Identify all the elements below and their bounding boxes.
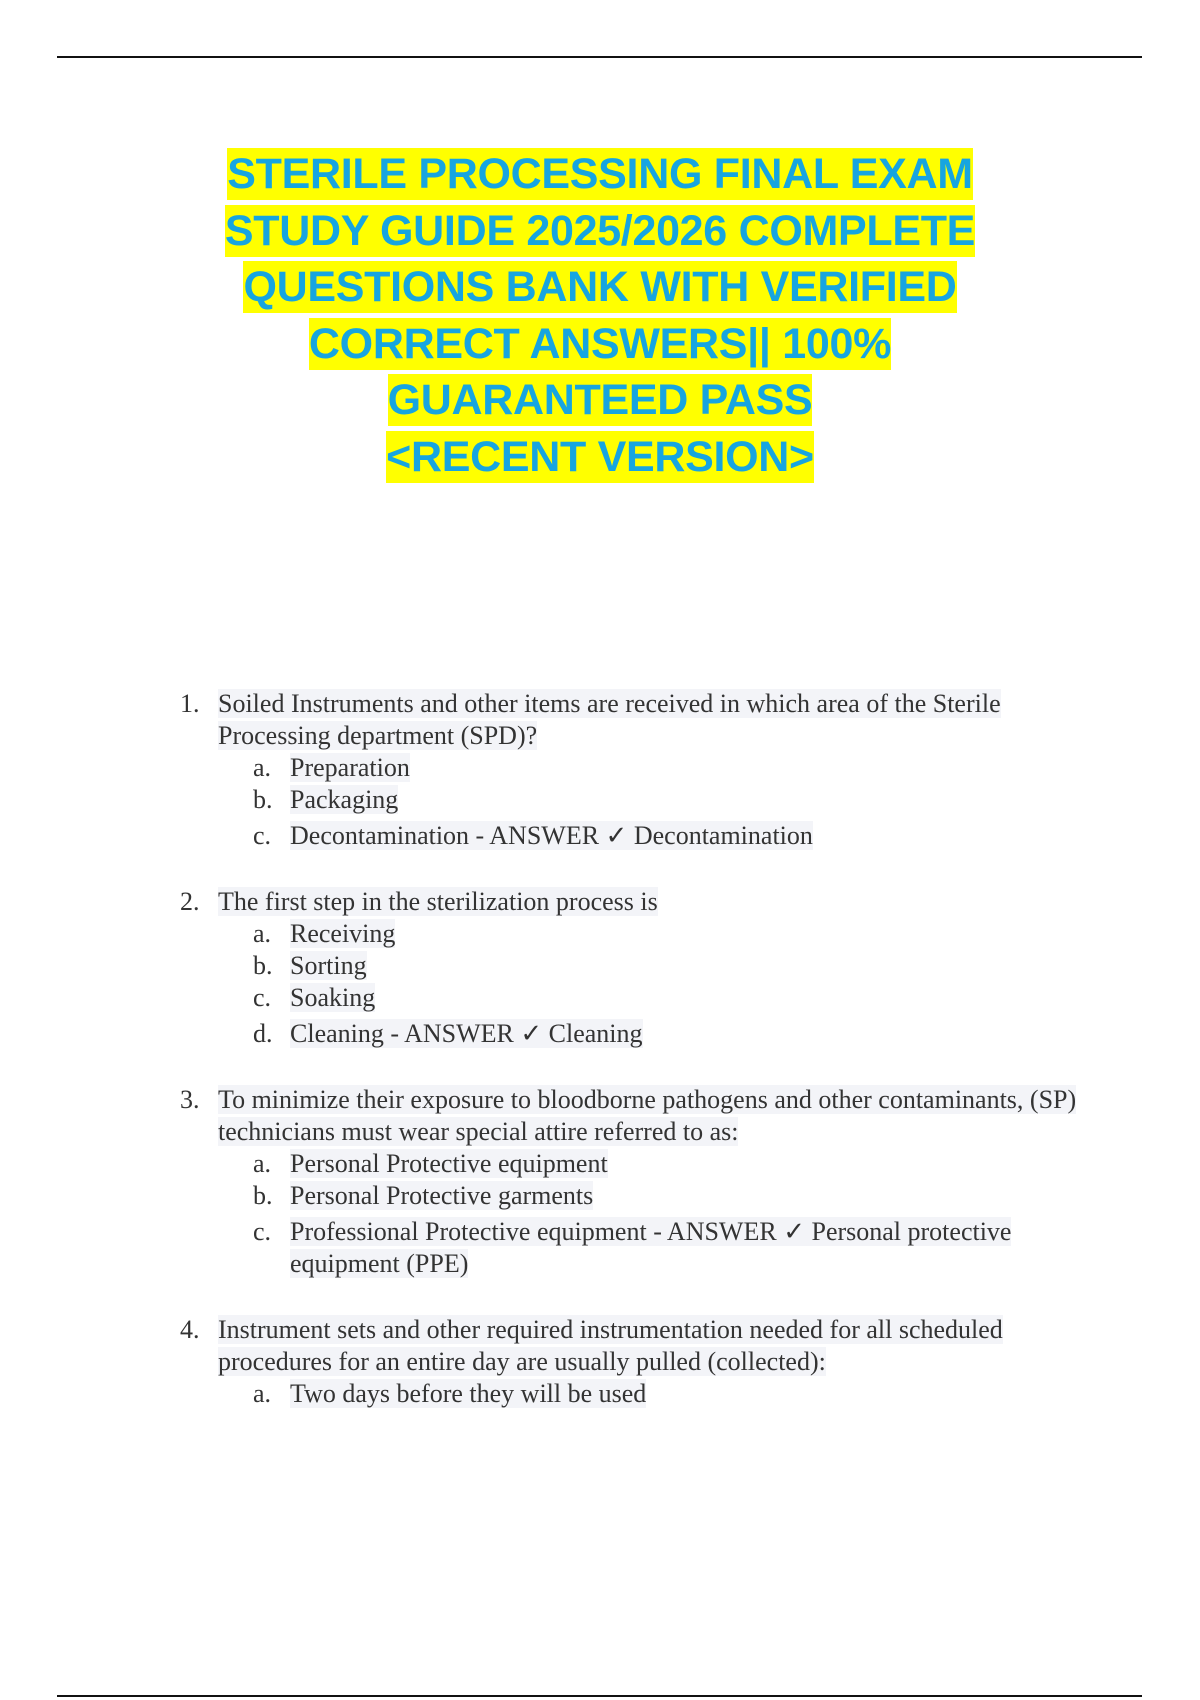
question-number: 2.: [180, 887, 200, 916]
question-2: [0, 886, 1200, 1050]
document-title: [100, 146, 1100, 485]
top-rule: [57, 56, 1142, 58]
option-letter: c.: [253, 1217, 272, 1246]
question-text: To minimize their exposure to bloodborne pathogens and other contaminants, (SP) technicians must wear special attire referred to as:: [218, 1085, 1077, 1146]
option-letter: c.: [253, 821, 272, 850]
question-number: 4.: [180, 1315, 200, 1344]
option-text: Personal Protective equipment: [290, 1149, 608, 1178]
question-text: Soiled Instruments and other items are received in which area of the Sterile Processing department (SPD)?: [218, 689, 1001, 750]
option-list: [0, 918, 1200, 1050]
question-text: The first step in the sterilization process is: [218, 887, 658, 916]
option-letter: c.: [253, 983, 272, 1012]
question-4: [0, 1314, 1200, 1410]
title-line: CORRECT ANSWERS|| 100%: [308, 319, 892, 368]
option-letter: d.: [253, 1019, 273, 1048]
question-1: [0, 688, 1200, 852]
title-line: QUESTIONS BANK WITH VERIFIED: [243, 263, 957, 311]
option-item-answer: [0, 1014, 1200, 1050]
option-item: [0, 1180, 1200, 1212]
bottom-rule: [57, 1695, 1142, 1697]
option-item: [0, 918, 1200, 950]
option-letter: b.: [253, 785, 273, 814]
option-text: Two days before they will be used: [290, 1379, 647, 1408]
option-item: [0, 982, 1200, 1014]
option-text: Packaging: [290, 785, 399, 814]
option-letter: b.: [253, 1181, 273, 1210]
option-text: Receiving: [290, 919, 396, 948]
option-letter: a.: [253, 919, 272, 948]
title-line: STERILE PROCESSING FINAL EXAM: [227, 150, 973, 198]
option-list: [0, 1148, 1200, 1280]
title-line: STUDY GUIDE 2025/2026 COMPLETE: [224, 206, 976, 255]
option-text: Preparation: [290, 753, 410, 782]
option-item: [0, 950, 1200, 982]
option-text: Soaking: [290, 983, 376, 1012]
question-number: 1.: [180, 689, 200, 718]
question-text: Instrument sets and other required instrumentation needed for all scheduled procedures for an entire day are usually pulled (collected):: [218, 1315, 1003, 1376]
option-list: [0, 752, 1200, 852]
option-text: Decontamination - ANSWER ✓ Decontamination: [290, 821, 813, 850]
question-number: 3.: [180, 1085, 200, 1114]
option-text: Professional Protective equipment - ANSWER ✓ Personal protective equipment (PPE): [290, 1217, 1012, 1278]
option-letter: a.: [253, 1149, 272, 1178]
option-item-answer: [0, 1212, 1200, 1280]
option-item-answer: [0, 816, 1200, 852]
option-text: Personal Protective garments: [290, 1181, 594, 1210]
option-letter: a.: [253, 1379, 272, 1408]
option-list: [0, 1378, 1200, 1410]
option-item: [0, 752, 1200, 784]
option-text: Cleaning - ANSWER ✓ Cleaning: [290, 1019, 643, 1048]
option-item: [0, 1148, 1200, 1180]
option-item: [0, 784, 1200, 816]
option-letter: b.: [253, 951, 273, 980]
title-line: GUARANTEED PASS: [387, 376, 813, 424]
option-item: [0, 1378, 1200, 1410]
title-line: <RECENT VERSION>: [386, 432, 814, 481]
option-letter: a.: [253, 753, 272, 782]
question-3: [0, 1084, 1200, 1280]
question-list: [0, 688, 1200, 1444]
option-text: Sorting: [290, 951, 367, 980]
